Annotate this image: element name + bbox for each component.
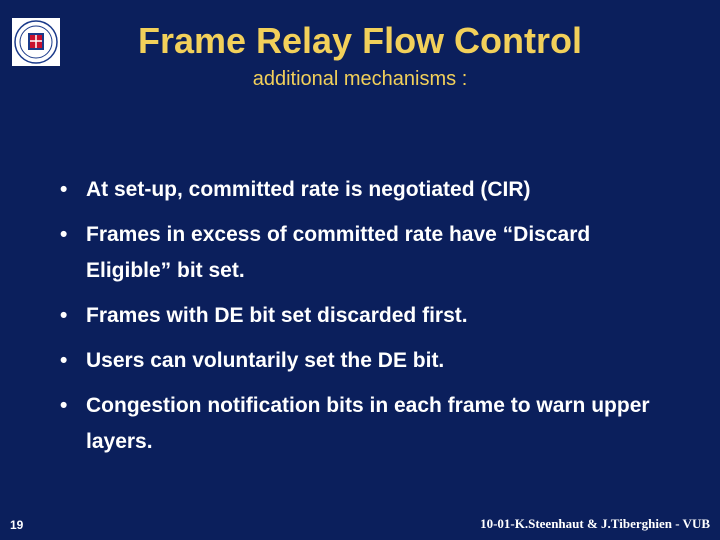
bullet-item: • Users can voluntarily set the DE bit. [60,343,680,379]
footer-credit: 10-01-K.Steenhaut & J.Tiberghien - VUB [480,516,710,531]
bullet-item: • Congestion notification bits in each frame to warn upper layers. [60,388,680,460]
bullet-list [60,172,680,469]
bullet-item: • Frames in excess of committed rate have “Discard Eligible” bit set. [60,217,680,289]
page-number: 19 [10,518,24,532]
bullet-item: • At set-up, committed rate is negotiated (CIR) [60,172,680,208]
slide-title: Frame Relay Flow Control [137,20,583,61]
slide-subtitle: additional mechanisms : [252,68,468,90]
bullet-item: • Frames with DE bit set discarded first. [60,298,680,334]
